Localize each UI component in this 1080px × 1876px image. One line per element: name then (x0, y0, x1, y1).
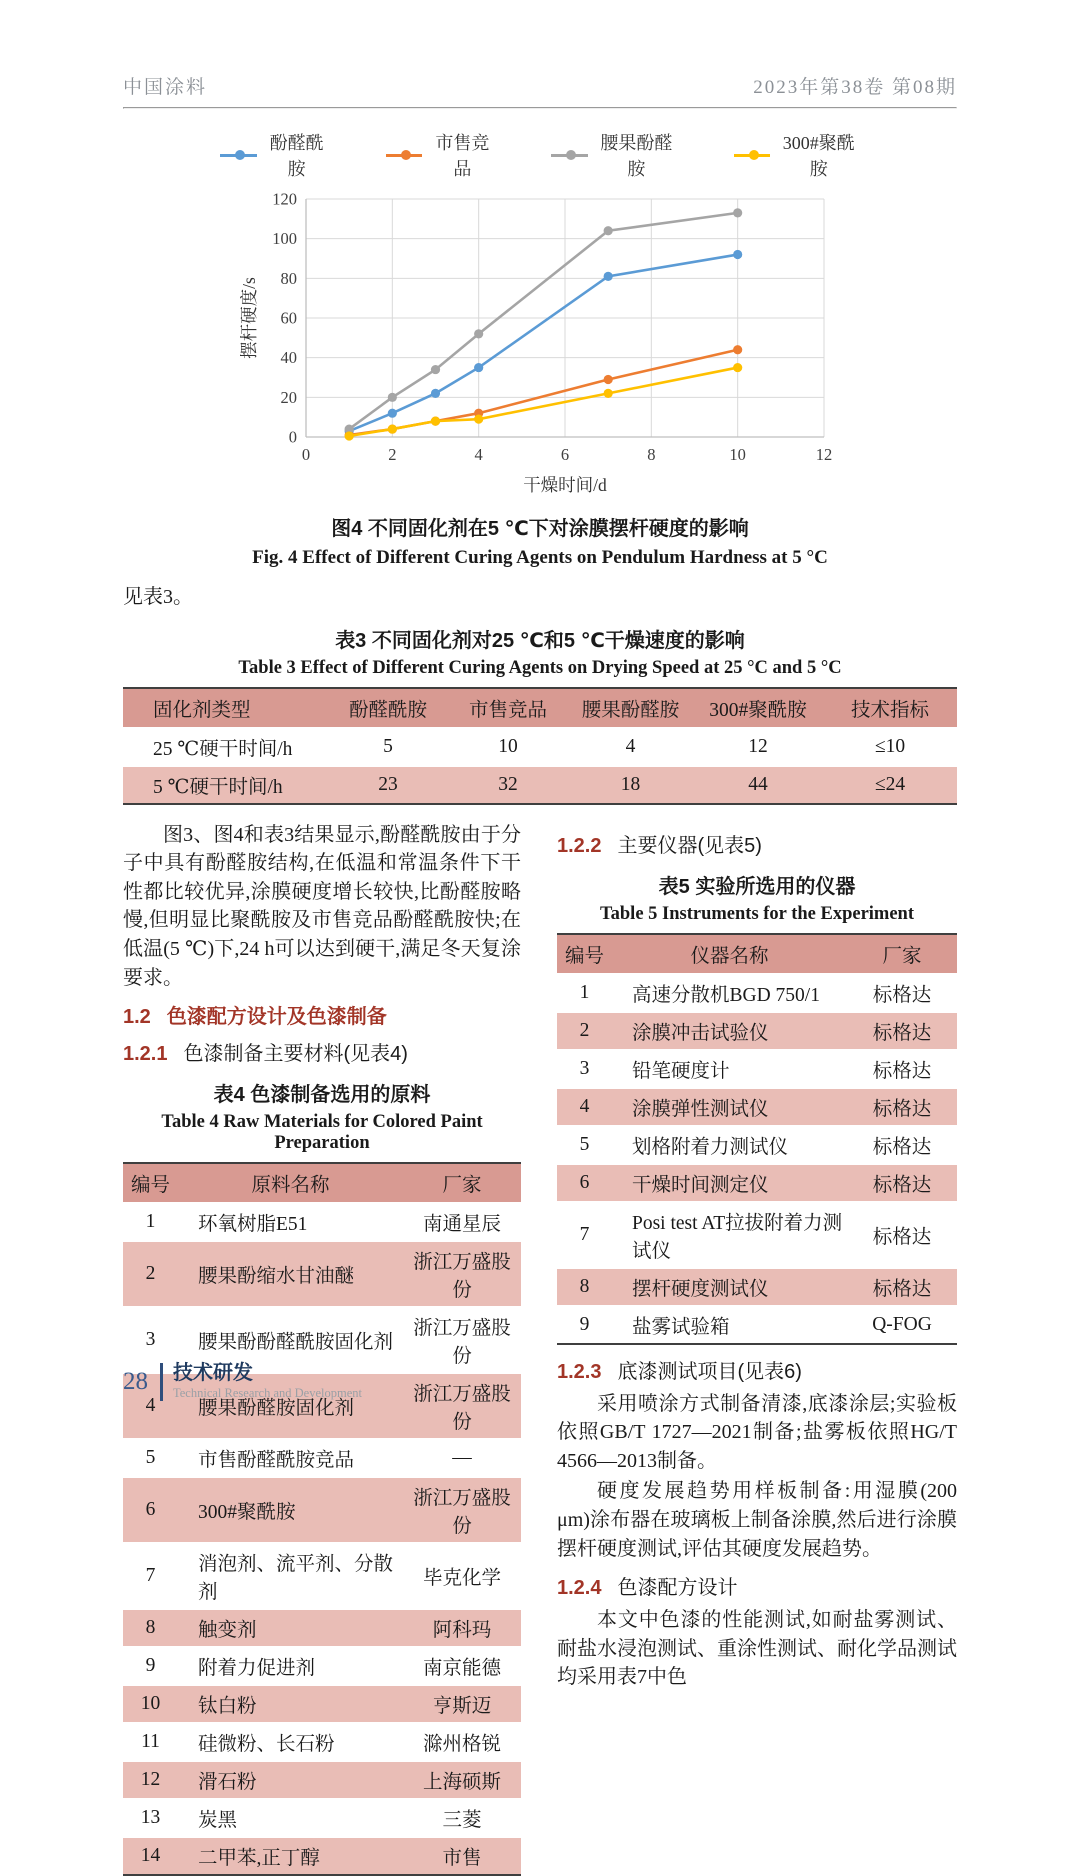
table-cell: 附着力促进剂 (198, 1658, 316, 1680)
column-header: 固化剂类型 (153, 699, 251, 721)
table-cell: 涂膜冲击试验仪 (632, 1022, 769, 1044)
table-cell: 6 (145, 1499, 156, 1521)
svg-text:40: 40 (280, 348, 297, 368)
table-cell: 5 (145, 1447, 156, 1469)
figure-caption-cn: 图4 不同固化剂在5 ℃下对涂膜摆杆硬度的影响 (331, 518, 749, 540)
legend-marker-icon (734, 149, 771, 161)
table-cell: 南通星辰 (422, 1214, 501, 1236)
table-cell: 8 (579, 1275, 590, 1297)
table-cell: 腰果酚酚醛酰胺固化剂 (198, 1332, 394, 1354)
table-cell: 消泡剂、流平剂、分散剂 (198, 1554, 394, 1604)
column-header: 编号 (564, 945, 604, 967)
table-cell: 8 (145, 1617, 156, 1639)
table-instruments (557, 933, 957, 1345)
table-header-row (557, 934, 957, 974)
svg-text:4: 4 (474, 445, 483, 464)
section-number: 1.2.2 (557, 834, 602, 857)
table-row (123, 1477, 521, 1543)
table3-title-en: Table 3 Effect of Different Curing Agents on Drying Speed at 25 °C and 5 °C (238, 657, 842, 678)
body-paragraph: 图3、图4和表3结果显示,酚醛酰胺由于分子中具有酚醛胺结构,在低温和常温条件下干性都比较优异,涂膜硬度增长较快,比酚醛胺略慢,但明显比聚酰胺及市售竞品酚醛酰胺快;在低温(5 ℃)下,24 h可以达到硬干,满足冬天复涂要求。 (123, 823, 521, 989)
column-header: 厂家 (882, 945, 922, 967)
table-cell: 环氧树脂E51 (198, 1214, 308, 1236)
svg-text:0: 0 (301, 445, 311, 464)
table-row (123, 1609, 521, 1647)
page-footer (123, 1362, 362, 1401)
table-cell: 12 (140, 1769, 161, 1791)
table3-title-cn: 表3 不同固化剂对25 ℃和5 ℃干燥速度的影响 (335, 629, 745, 652)
two-column-body (123, 821, 957, 1876)
section-number: 1.2.3 (557, 1360, 602, 1383)
column-header: 300#聚酰胺 (709, 699, 807, 721)
table-row (123, 1241, 521, 1307)
right-column (557, 821, 957, 1876)
footer-divider (160, 1363, 163, 1401)
legend-label: 酚醛酰胺 (269, 133, 324, 179)
table-row (557, 1126, 957, 1164)
svg-text:8: 8 (647, 445, 656, 464)
table-cell: 浙江万盛股份 (413, 1318, 511, 1368)
figure4-block (220, 129, 860, 569)
table-cell: 铅笔硬度计 (632, 1060, 730, 1082)
table-cell: 标格达 (872, 1278, 932, 1300)
svg-text:80: 80 (280, 268, 297, 288)
table-cell: 硅微粉、长石粉 (198, 1734, 335, 1756)
table-row (123, 766, 957, 804)
table-cell: 300#聚酰胺 (198, 1502, 296, 1524)
section-number: 1.2.1 (123, 1043, 168, 1066)
svg-text:摆杆硬度/s: 摆杆硬度/s (240, 277, 259, 359)
legend-marker-icon (551, 149, 588, 161)
page-number: 28 (123, 1367, 148, 1395)
svg-text:0: 0 (288, 427, 297, 447)
section-heading-1-2-3 (557, 1355, 957, 1384)
svg-text:6: 6 (560, 445, 570, 464)
table-cell: 三菱 (442, 1810, 482, 1832)
table5-title-cn: 表5 实验所选用的仪器 (658, 875, 856, 898)
section-title: 色漆制备主要材料(见表4) (183, 1043, 408, 1066)
column-header: 编号 (130, 1175, 170, 1197)
svg-text:100: 100 (272, 229, 297, 249)
table-cell: 浙江万盛股份 (413, 1252, 511, 1302)
legend-label: 300#聚酰胺 (782, 133, 855, 179)
table-cell: 5 ℃硬干时间/h (153, 776, 283, 798)
svg-text:干燥时间/d: 干燥时间/d (523, 475, 607, 495)
table-cell: 4 (145, 1395, 156, 1417)
column-header: 技术指标 (850, 699, 929, 721)
chart-legend (220, 129, 860, 181)
left-column (123, 821, 521, 1876)
table-raw-materials (123, 1162, 521, 1876)
body-paragraph: 硬度发展趋势用样板制备:用湿膜(200 μm)涂布器在玻璃板上制备涂膜,然后进行涂膜摆杆硬度测试,评估其硬度发展趋势。 (557, 1480, 957, 1560)
table-cell: 10 (498, 735, 518, 757)
table-row (557, 1088, 957, 1126)
table-cell: 7 (145, 1565, 156, 1587)
table-cell: 13 (140, 1807, 161, 1829)
footer-section-cn: 技术研发 (173, 1362, 253, 1384)
table-row (557, 974, 957, 1012)
table-row (557, 1306, 957, 1344)
section-number: 1.2.4 (557, 1577, 602, 1600)
table4-title-en: Table 4 Raw Materials for Colored Paint Preparation (161, 1112, 483, 1154)
column-header: 原料名称 (251, 1175, 330, 1197)
table-cell: 18 (620, 773, 641, 795)
column-header: 厂家 (442, 1175, 482, 1197)
table-cell: 炭黑 (198, 1810, 238, 1832)
header-rule (123, 107, 957, 109)
table5-title-en: Table 5 Instruments for the Experiment (600, 903, 914, 924)
body-paragraph: 本文中色漆的性能测试,如耐盐雾测试、耐盐水浸泡测试、重涂性测试、耐化学品测试均采用表7中色 (557, 1609, 957, 1689)
table-cell: 阿科玛 (432, 1620, 492, 1642)
section-title: 底漆测试项目(见表6) (617, 1360, 802, 1383)
table-cell: 浙江万盛股份 (413, 1384, 511, 1434)
table-cell: — (452, 1447, 472, 1469)
table-cell: 9 (579, 1313, 590, 1335)
see-table3-text: 见表3。 (123, 586, 193, 608)
table-cell: 10 (140, 1693, 161, 1715)
figure-caption-en: Fig. 4 Effect of Different Curing Agents on Pendulum Hardness at 5 °C (252, 547, 828, 568)
footer-section-en: Technical Research and Development (173, 1386, 362, 1400)
section-title: 色漆配方设计 (617, 1577, 738, 1600)
table-cell: 3 (145, 1329, 156, 1351)
table-cell: 12 (748, 735, 768, 757)
table-row (123, 1723, 521, 1761)
svg-text:2: 2 (388, 445, 397, 464)
section-heading-1-2-1 (123, 1037, 521, 1066)
table-row (557, 1164, 957, 1202)
table4-title-cn: 表4 色漆制备选用的原料 (213, 1084, 431, 1107)
table-cell: 触变剂 (198, 1620, 257, 1642)
table-row (123, 1799, 521, 1837)
legend-item (551, 129, 677, 181)
table-cell: 亨斯迈 (432, 1696, 492, 1718)
legend-label: 市售竞品 (435, 133, 490, 179)
table-row (123, 1543, 521, 1609)
table-cell: 44 (748, 773, 768, 795)
table-cell: 标格达 (872, 1098, 932, 1120)
table-row (557, 1202, 957, 1268)
legend-item (386, 129, 496, 181)
table-cell: 2 (579, 1019, 590, 1041)
table-row (123, 1837, 521, 1875)
table-cell: 市售酚醛酰胺竞品 (198, 1450, 355, 1472)
table-cell: 滁州格锐 (422, 1734, 501, 1756)
table-cell: 1 (145, 1211, 156, 1233)
svg-text:20: 20 (280, 387, 297, 407)
table-row (123, 1439, 521, 1477)
table-cell: Posi test AT拉拔附着力测试仪 (632, 1212, 843, 1262)
table-cell: 高速分散机BGD 750/1 (632, 984, 820, 1006)
legend-item (220, 129, 330, 181)
table-cell: 盐雾试验箱 (632, 1316, 730, 1338)
table-cell: 浙江万盛股份 (413, 1488, 511, 1538)
column-header: 腰果酚醛胺 (581, 699, 680, 721)
table-cell: 9 (145, 1655, 156, 1677)
body-paragraph: 采用喷涂方式制备清漆,底漆涂层;实验板依照GB/T 1727—2021制备;盐雾板依照HG/T 4566—2013制备。 (557, 1392, 957, 1472)
legend-item (734, 129, 860, 181)
table-cell: 6 (579, 1171, 590, 1193)
table-row (557, 1012, 957, 1050)
table-row (557, 1268, 957, 1306)
column-header: 酚醛酰胺 (348, 699, 427, 721)
table-cell: 钛白粉 (198, 1696, 257, 1718)
svg-text:120: 120 (272, 189, 297, 209)
table-cell: 毕克化学 (422, 1568, 501, 1590)
table-cell: 5 (579, 1133, 590, 1155)
legend-marker-icon (220, 149, 257, 161)
table-cell: 4 (625, 735, 636, 757)
table-row (123, 1761, 521, 1799)
table-cell: 摆杆硬度测试仪 (632, 1278, 769, 1300)
table-cell: 23 (378, 773, 398, 795)
table-cell: 滑石粉 (198, 1772, 257, 1794)
section-heading-1-2-4 (557, 1571, 957, 1600)
table-cell: 5 (383, 735, 393, 757)
section-number: 1.2 (123, 1006, 151, 1029)
table-row (123, 1203, 521, 1241)
svg-text:60: 60 (280, 308, 297, 328)
column-header: 市售竞品 (468, 699, 547, 721)
table-cell: 南京能德 (422, 1658, 501, 1680)
table-cell: 2 (145, 1263, 156, 1285)
section-heading-1-2 (123, 1000, 521, 1029)
table-header-row (123, 688, 957, 728)
table-cell: 标格达 (872, 984, 932, 1006)
table-cell: 32 (498, 773, 518, 795)
table-cell: 腰果酚醛胺固化剂 (198, 1398, 355, 1420)
svg-text:12: 12 (815, 445, 833, 464)
table-cell: 二甲苯,正丁醇 (198, 1848, 320, 1870)
page-header (123, 72, 957, 99)
table-cell: 干燥时间测定仪 (632, 1174, 769, 1196)
table-cell: 上海硕斯 (422, 1772, 501, 1794)
chart-svg (240, 185, 840, 497)
table-cell: 3 (579, 1057, 590, 1079)
table-cell: 涂膜弹性测试仪 (632, 1098, 769, 1120)
table-cell: 1 (579, 981, 590, 1003)
table-row (123, 728, 957, 766)
table-cell: 划格附着力测试仪 (632, 1136, 789, 1158)
legend-label: 腰果酚醛胺 (600, 133, 673, 179)
table-cell: Q-FOG (872, 1313, 932, 1335)
table-cell: 标格达 (872, 1136, 932, 1158)
journal-name: 中国涂料 (123, 77, 208, 98)
table-cell: 标格达 (872, 1174, 932, 1196)
table-cell: ≤10 (874, 735, 906, 757)
table-header-row (123, 1163, 521, 1203)
table-drying-speed (123, 687, 957, 805)
table-row (123, 1647, 521, 1685)
table-cell: 腰果酚缩水甘油醚 (198, 1266, 355, 1288)
table-cell: ≤24 (874, 773, 906, 795)
table-cell: 标格达 (872, 1060, 932, 1082)
section-title: 色漆配方设计及色漆制备 (166, 1006, 387, 1029)
table-cell: 4 (579, 1095, 590, 1117)
section-title: 主要仪器(见表5) (617, 834, 762, 857)
table-cell: 25 ℃硬干时间/h (153, 738, 293, 760)
table-row (557, 1050, 957, 1088)
table-cell: 11 (141, 1731, 160, 1753)
issue-info: 2023年第38卷 第08期 (753, 77, 957, 98)
section-heading-1-2-2 (557, 829, 957, 858)
table-row (123, 1685, 521, 1723)
svg-text:10: 10 (729, 445, 746, 464)
table-cell: 7 (579, 1223, 590, 1245)
table-cell: 标格达 (872, 1022, 932, 1044)
table-cell: 14 (140, 1845, 161, 1867)
table-cell: 标格达 (872, 1226, 932, 1248)
table-cell: 市售 (442, 1848, 482, 1870)
legend-marker-icon (386, 149, 423, 161)
column-header: 仪器名称 (690, 945, 769, 967)
